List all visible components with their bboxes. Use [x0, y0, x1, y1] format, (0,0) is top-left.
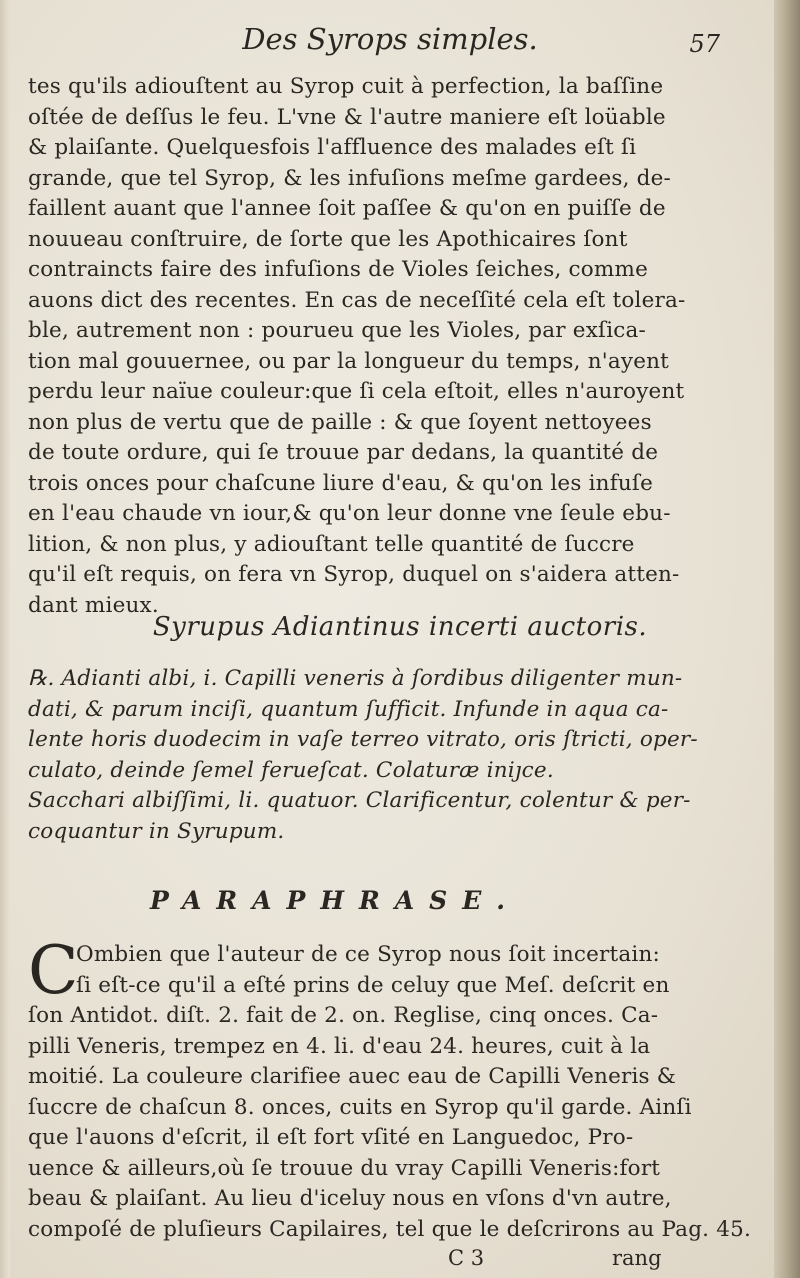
- paraphrase-title: PARAPHRASE.: [150, 886, 520, 915]
- paraphrase-line: moitié. La couleure clarifiee auec eau de Capilli Veneris &: [28, 1064, 677, 1089]
- body-text: [28, 72, 768, 621]
- text-line: lition, & non plus, y adiouſtant telle quantité de ſuccre: [28, 531, 635, 557]
- text-line: contraincts faire des infuſions de Violes ſeiches, comme: [28, 257, 649, 282]
- text-line: tion mal gouuernee, ou par la longueur du temps, n'ayent: [28, 348, 670, 374]
- paraphrase-line: pilli Veneris, trempez en 4. li. d'eau 24. heures, cuit à la: [28, 1033, 651, 1059]
- paraphrase-text: [28, 932, 768, 1245]
- page-footer: [28, 1246, 768, 1276]
- recipe-line: ℞. Adianti albi, i. Capilli veneris à ſordibus diligenter mun-: [28, 666, 683, 691]
- text-line: nouueau conſtruire, de ſorte que les Apothicaires ſont: [28, 226, 628, 252]
- text-line: non plus de vertu que de paille : & que ſoyent nettoyees: [28, 409, 652, 435]
- catchword: rang: [612, 1246, 662, 1270]
- text-line: en l'eau chaude vn iour,& qu'on leur donne vne ſeule ebu-: [28, 501, 671, 526]
- running-title: Des Syrops simples.: [242, 22, 538, 56]
- text-line: ble, autrement non : pourueu que les Violes, par exſica-: [28, 318, 647, 343]
- recipe-text: [28, 664, 768, 847]
- signature-mark: C 3: [448, 1246, 485, 1270]
- paraphrase-line: beau & plaiſant. Au lieu d'iceluy nous en vſons d'vn autre,: [28, 1186, 672, 1211]
- paraphrase-line: ſi eſt-ce qu'il a eſté prins de celuy que Meſ. deſcrit en: [76, 972, 670, 998]
- text-line: trois onces pour chaſcune liure d'eau, & qu'on les infuſe: [28, 470, 654, 496]
- paraphrase-line: ſuccre de chaſcun 8. onces, cuits en Syrop qu'il garde. Ainſi: [28, 1094, 692, 1120]
- text-line: perdu leur naïue couleur:que ſi cela eſtoit, elles n'auroyent: [28, 379, 685, 404]
- text-line: qu'il eſt requis, on fera vn Syrop, duquel on s'aidera atten-: [28, 562, 680, 587]
- page-header: [20, 22, 760, 62]
- text-line: grande, que tel Syrop, & les infuſions meſme gardees, de-: [28, 165, 672, 191]
- text-line: & plaiſante. Quelquesfois l'affluence des malades eſt ſi: [28, 135, 637, 160]
- text-line: de toute ordure, qui ſe trouue par dedans, la quantité de: [28, 440, 659, 465]
- text-line: dant mieux.: [28, 592, 159, 618]
- paraphrase-line: ſon Antidot. diſt. 2. fait de 2. on. Reglise, cinq onces. Ca-: [28, 1003, 659, 1028]
- page-number: 57: [689, 30, 720, 58]
- text-line: tes qu'ils adiouſtent au Syrop cuit à perfection, la baſſine: [28, 74, 664, 99]
- paraphrase-line: Ombien que l'auteur de ce Syrop nous ſoit incertain:: [76, 942, 660, 967]
- recipe-line: Sacchari albiſſimi, li. quatuor. Clarificentur, colentur & per-: [28, 788, 691, 813]
- recipe-line: culato, deinde ſemel ferueſcat. Colaturæ iniȷce.: [28, 757, 554, 783]
- syrup-title: Syrupus Adiantinus incerti auctoris.: [152, 612, 648, 642]
- paraphrase-line: que l'auons d'eſcrit, il eſt fort vſité en Languedoc, Pro-: [28, 1125, 634, 1150]
- text-line: faillent auant que l'annee ſoit paſſee & qu'on en puiſſe de: [28, 196, 666, 221]
- paraphrase-line: compoſé de pluſieurs Capilaires, tel que le deſcrirons au Pag. 45.: [28, 1216, 752, 1242]
- recipe-line: coquantur in Syrupum.: [28, 818, 285, 844]
- recipe-line: lente horis duodecim in vaſe terreo vitrato, oris ſtricti, oper-: [28, 727, 698, 752]
- text-line: oſtée de deſſus le feu. L'vne & l'autre maniere eſt loüable: [28, 104, 666, 130]
- text-line: auons dict des recentes. En cas de neceſſité cela eſt tolera-: [28, 287, 686, 313]
- paraphrase-line: uence & ailleurs,où ſe trouue du vray Capilli Veneris:fort: [28, 1155, 661, 1181]
- recipe-line: dati, & parum inciſi, quantum ſufficit. Infunde in aqua ca-: [28, 696, 669, 722]
- drop-cap: C: [28, 932, 79, 1009]
